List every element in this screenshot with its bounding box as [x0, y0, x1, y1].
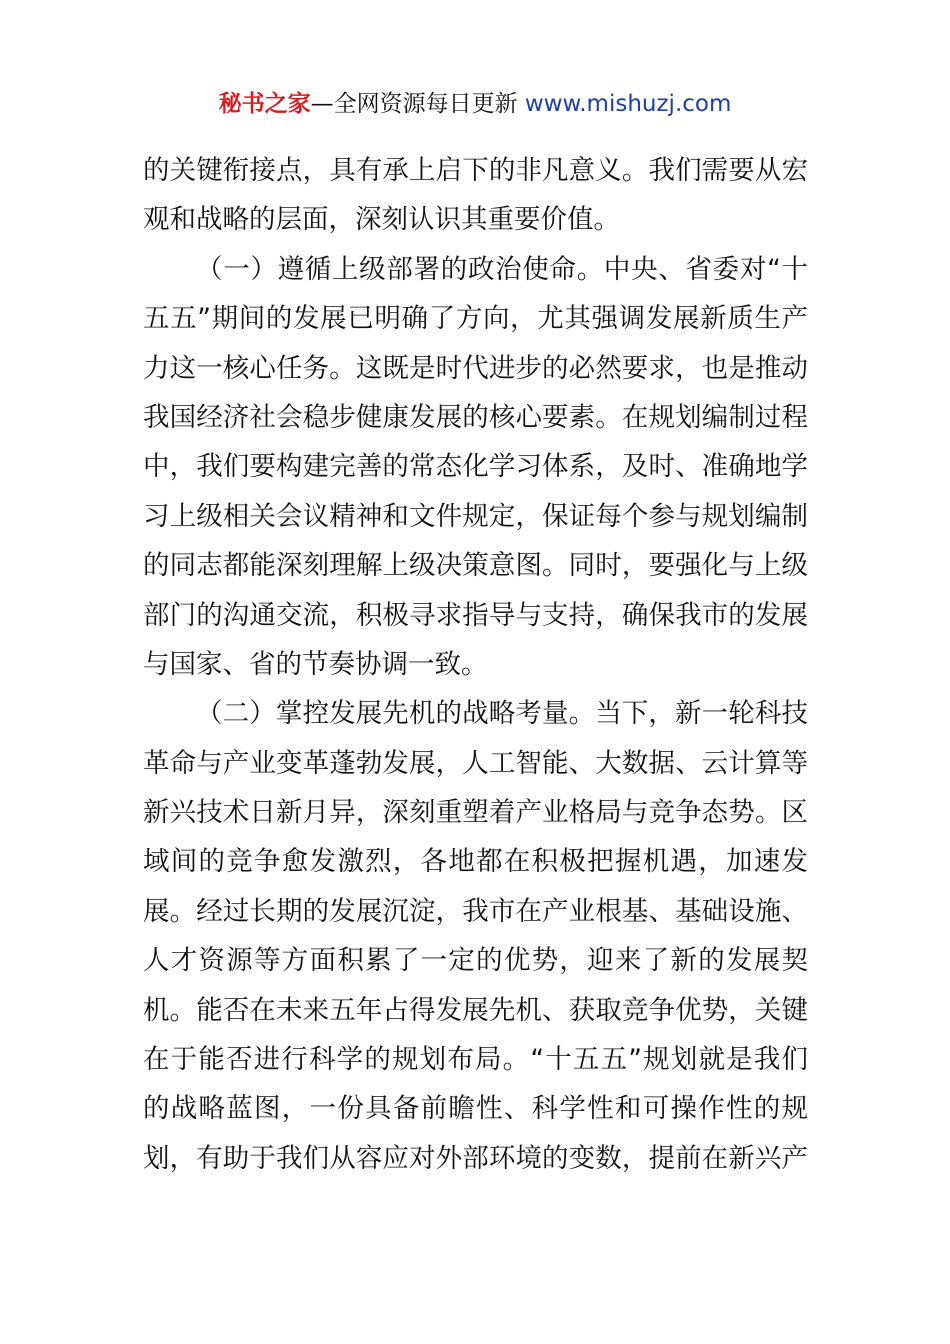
site-url-link[interactable]: www.mishuzj.com [524, 91, 732, 117]
text-line: 我国经济社会稳步健康发展的核心要素。在规划编制过程 [143, 401, 808, 433]
text-line: 中，我们要构建完善的常态化学习体系，及时、准确地学 [143, 451, 808, 483]
header-tagline: —全网资源每日更新 [310, 91, 518, 117]
paragraph-heading-line: （一）遵循上级部署的政治使命。中央、省委对“十 [196, 253, 808, 285]
text-line: 新兴技术日新月异，深刻重塑着产业格局与竞争态势。区 [143, 797, 808, 829]
text-line: 机。能否在未来五年占得发展先机、获取竞争优势，关键 [143, 994, 808, 1026]
text-line: 的战略蓝图，一份具备前瞻性、科学性和可操作性的规 [143, 1093, 808, 1125]
document-body [143, 146, 808, 1183]
text-line: 革命与产业变革蓬勃发展，人工智能、大数据、云计算等 [143, 747, 808, 779]
text-line: 展。经过长期的发展沉淀，我市在产业根基、基础设施、 [143, 895, 808, 927]
text-line: 五五”期间的发展已明确了方向，尤其强调发展新质生产 [143, 303, 808, 335]
text-line: 在于能否进行科学的规划布局。“十五五”规划就是我们 [143, 1044, 808, 1076]
text-line: 习上级相关会议精神和文件规定，保证每个参与规划编制 [143, 500, 808, 532]
text-line: 的同志都能深刻理解上级决策意图。同时，要强化与上级 [143, 550, 808, 582]
text-line: 域间的竞争愈发激烈，各地都在积极把握机遇，加速发 [143, 846, 808, 878]
text-line: 与国家、省的节奏协调一致。 [143, 648, 488, 680]
page-header [0, 86, 950, 122]
text-line: 人才资源等方面积累了一定的优势，迎来了新的发展契 [143, 945, 808, 977]
text-line: 观和战略的层面，深刻认识其重要价值。 [143, 204, 620, 236]
text-line: 部门的沟通交流，积极寻求指导与支持，确保我市的发展 [143, 599, 808, 631]
paragraph-heading-line: （二）掌控发展先机的战略考量。当下，新一轮科技 [196, 698, 808, 730]
text-line: 力这一核心任务。这既是时代进步的必然要求，也是推动 [143, 352, 808, 384]
text-line: 的关键衔接点，具有承上启下的非凡意义。我们需要从宏 [143, 155, 808, 186]
brand-name: 秘书之家 [218, 91, 311, 117]
text-line: 划，有助于我们从容应对外部环境的变数，提前在新兴产 [143, 1142, 808, 1174]
